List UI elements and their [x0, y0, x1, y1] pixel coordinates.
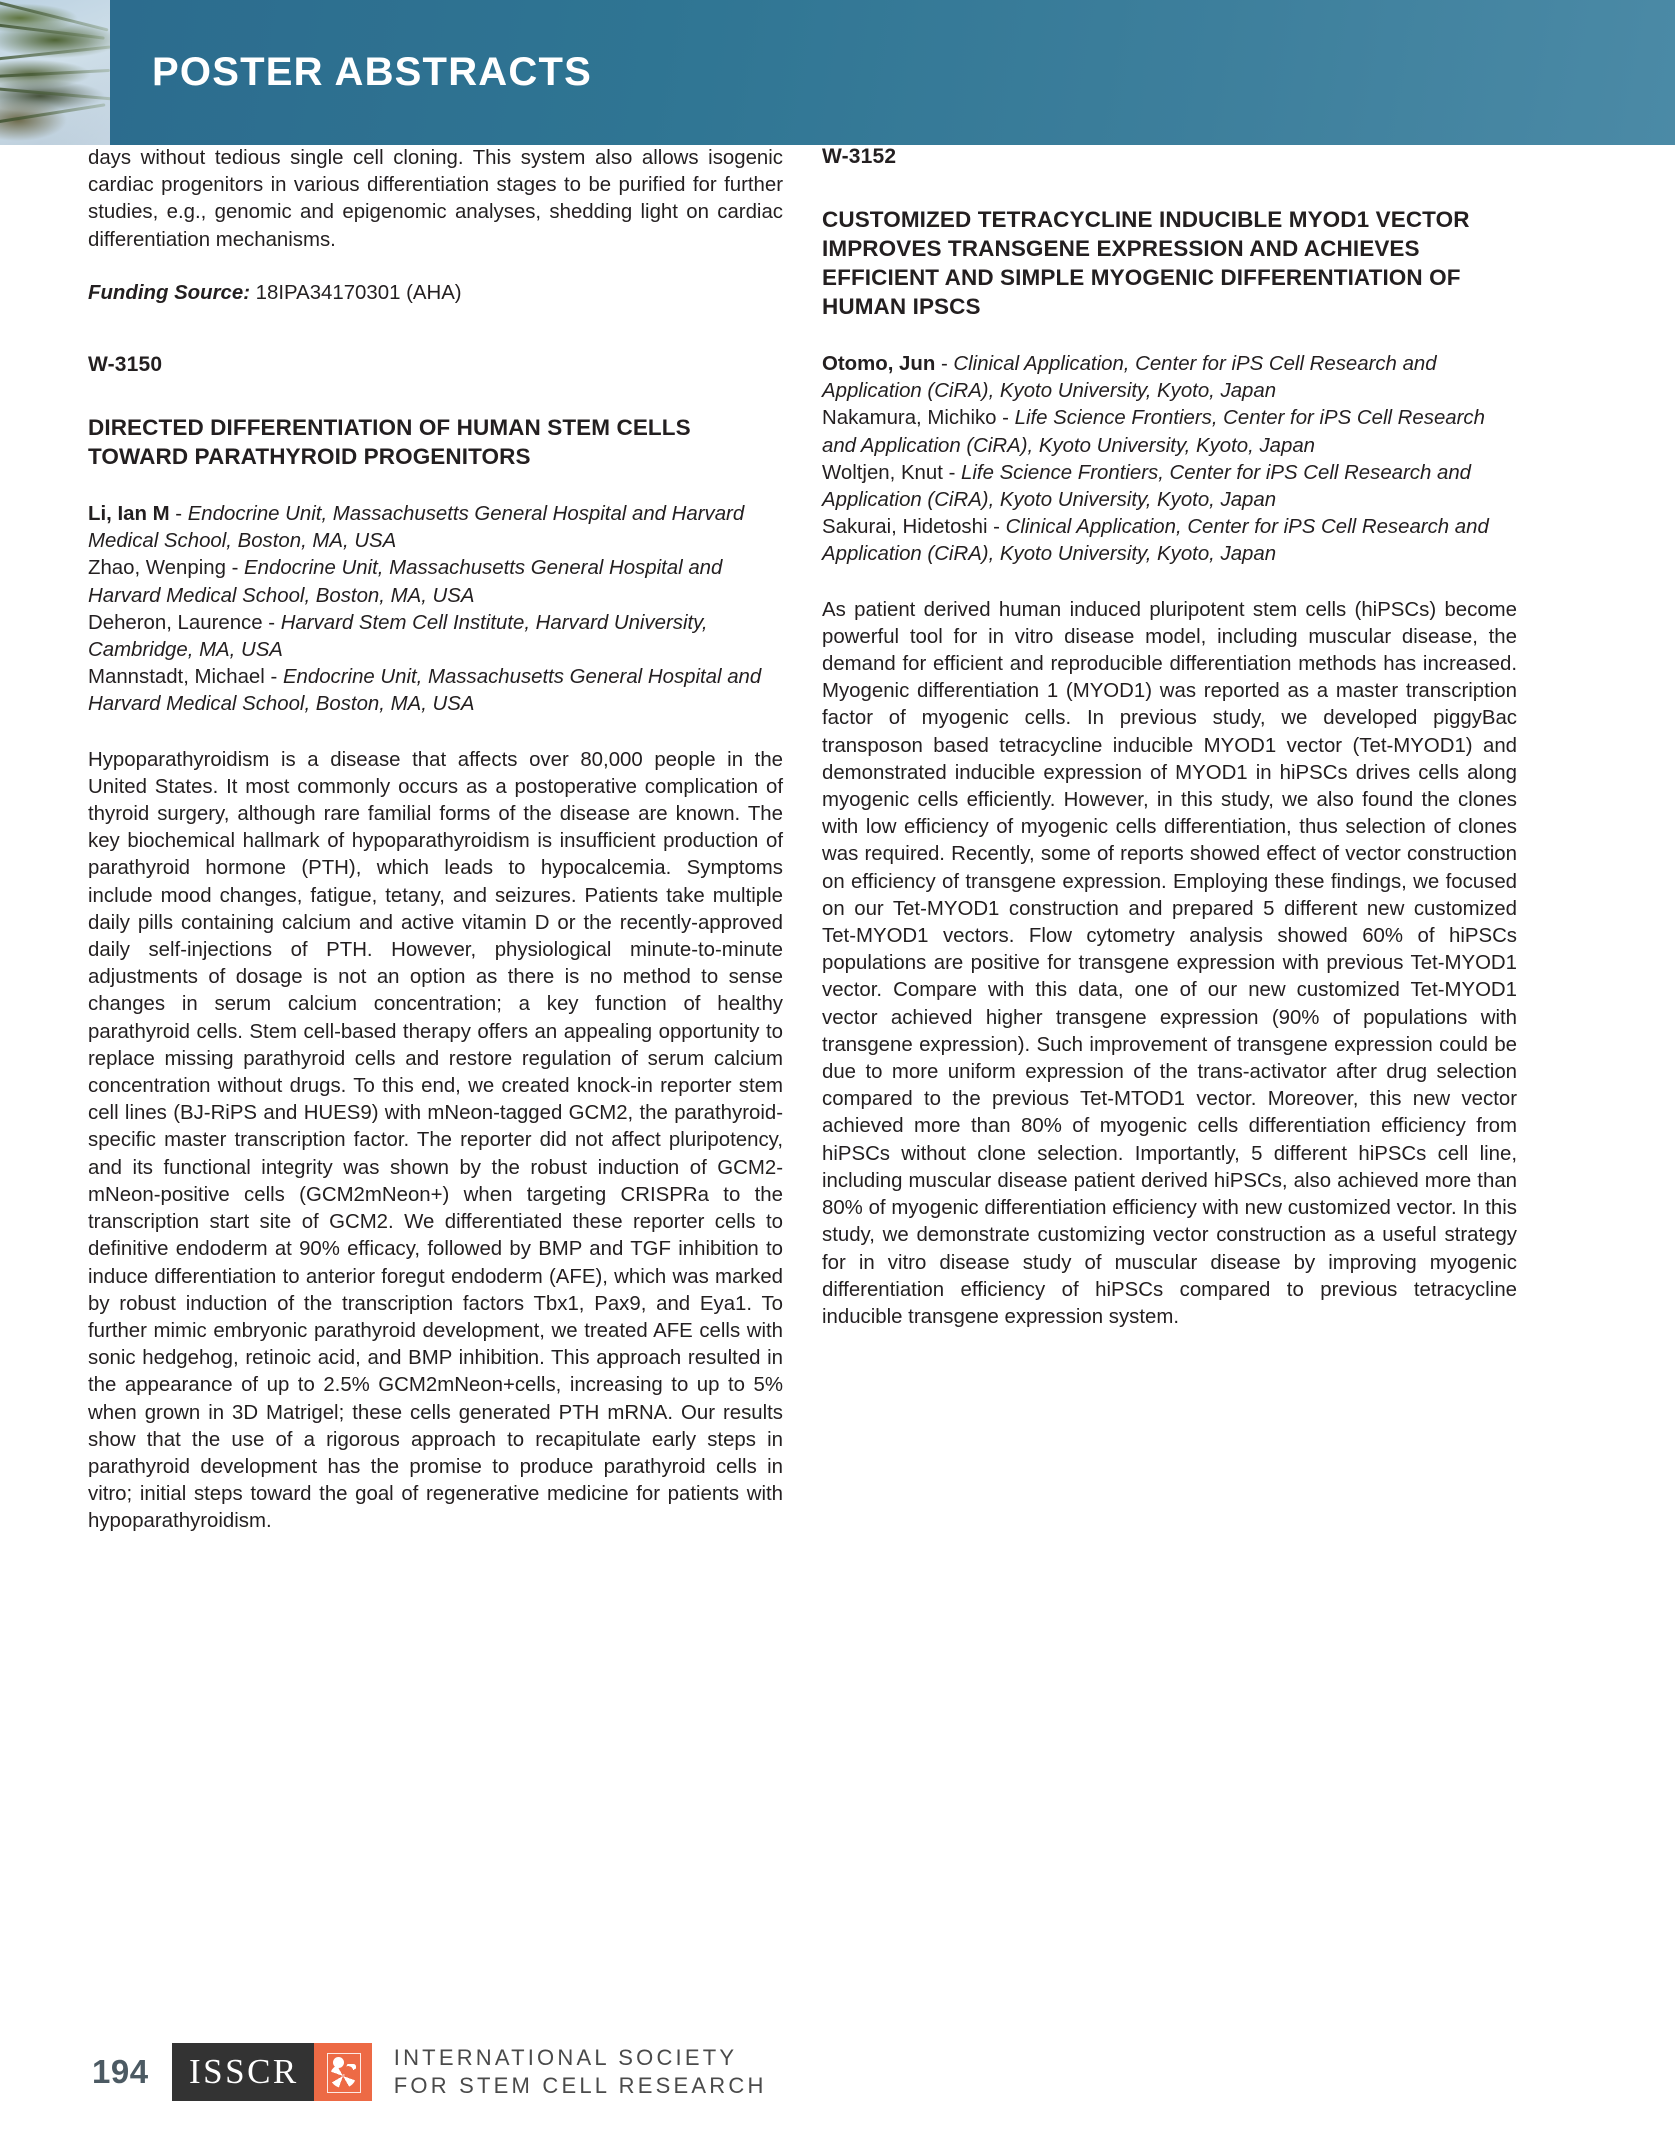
- author-separator: -: [935, 353, 954, 375]
- author-list-w3150: [88, 501, 783, 719]
- author-separator: -: [225, 557, 245, 580]
- author-name: Woltjen, Knut: [822, 461, 943, 484]
- author-separator: -: [262, 611, 281, 634]
- isscr-full-name: [394, 2043, 767, 2101]
- author-entry: [88, 610, 783, 664]
- author-name: Sakurai, Hidetoshi: [822, 516, 988, 539]
- author-separator: -: [264, 666, 283, 689]
- author-affiliation: Life Science Frontiers, Center for iPS Cell Research and Application (CiRA), Kyoto University, Kyoto, Japan: [822, 461, 1472, 512]
- author-entry: [88, 501, 783, 555]
- abstract-title-w3150: DIRECTED DIFFERENTIATION OF HUMAN STEM CELLS TOWARD PARATHYROID PROGENITORS: [88, 415, 691, 470]
- abstract-id-w3150: W-3150: [88, 353, 163, 377]
- author-name: Otomo, Jun: [822, 353, 936, 375]
- palm-tree-photo: [0, 0, 110, 145]
- author-affiliation: Endocrine Unit, Massachusetts General Hospital and Harvard Medical School, Boston, MA, USA: [88, 557, 723, 607]
- continued-paragraph: days without tedious single cell cloning. This system also allows isogenic cardiac progenitors in various differentiation stages to be purified for further studies, e.g., genomic and epigenomic analyses, shedding light on cardiac differentiation mechanisms.: [88, 147, 783, 251]
- abstract-body-w3152: As patient derived human induced pluripotent stem cells (hiPSCs) become powerful tool for in vitro disease model, including muscular disease, the demand for efficient and reproducible differentiation methods has increased. Myogenic differentiation 1 (MYOD1) was reported as a master transcription factor of myogenic cells. In previous study, we developed piggyBac transposon based tetracycline inducible MYOD1 vector (Tet-MYOD1) and demonstrated inducible expression of MYOD1 in hiPSCs drives cells along myogenic cells efficiently. However, in this study, we also found the clones with low efficiency of myogenic cells differentiation, thus selection of clones was required. Recently, some of reports showed effect of vector construction on efficiency of transgene expression. Employing these findings, we focused on our Tet-MYOD1 construction and prepared 5 different new customized Tet-MYOD1 vectors. Flow cytometry analysis showed 60% of hiPSCs populations are positive for transgene expression with previous Tet-MYOD1 vector. Compare with this data, one of our new customized Tet-MYOD1 vector achieved higher transgene expression (90% of populations with transgene expression). Such improvement of transgene expression could be due to more uniform expression of the trans-activator after drug selection compared to the previous Tet-MTOD1 vector. Moreover, this new vector achieved more than 80% of myogenic cells differentiation efficiency from hiPSCs without clone selection. Importantly, 5 different hiPSCs cell line, including muscular disease patient derived hiPSCs, also achieved more than 80% of myogenic differentiation efficiency with new customized vector. In this study, we demonstrate customizing vector construction as a useful strategy for in vitro disease study of muscular disease by improving myogenic differentiation efficiency of hiPSCs compared to previous tetracycline inducible transgene expression system.: [822, 598, 1517, 1328]
- isscr-name-line-1: INTERNATIONAL SOCIETY: [393, 2045, 738, 2070]
- author-affiliation: Clinical Application, Center for iPS Cell Research and Application (CiRA), Kyoto University, Kyoto, Japan: [822, 516, 1489, 566]
- author-affiliation: Life Science Frontiers, Center for iPS Cell Research and Application (CiRA), Kyoto University, Kyoto, Japan: [822, 407, 1485, 457]
- author-name: Li, Ian M: [88, 503, 170, 526]
- isscr-emblem-box: [314, 2043, 372, 2101]
- isscr-wordmark: ISSCR: [172, 2043, 314, 2101]
- author-name: Deheron, Laurence: [88, 611, 263, 634]
- funding-source-line: [88, 280, 783, 307]
- author-affiliation: Harvard Stem Cell Institute, Harvard University, Cambridge, MA, USA: [88, 611, 708, 662]
- author-entry: [88, 664, 783, 718]
- author-entry: [822, 460, 1517, 514]
- author-entry: [822, 405, 1517, 459]
- author-list-w3152: [822, 351, 1517, 569]
- right-column: [822, 145, 1517, 1331]
- author-separator: -: [169, 503, 188, 526]
- author-affiliation: Clinical Application, Center for iPS Cell Research and Application (CiRA), Kyoto University, Kyoto, Japan: [822, 353, 1437, 403]
- left-column: [88, 145, 783, 1536]
- page-number: 194: [92, 2053, 149, 2090]
- abstract-id-w3152: W-3152: [822, 145, 897, 168]
- author-entry: [822, 514, 1517, 568]
- funding-source-value: 18IPA34170301 (AHA): [255, 281, 462, 304]
- author-separator: -: [942, 461, 962, 484]
- author-entry: [88, 555, 783, 609]
- page-header-banner: [0, 0, 1675, 145]
- spiral-emblem-icon: [327, 2053, 361, 2093]
- author-affiliation: Endocrine Unit, Massachusetts General Hospital and Harvard Medical School, Boston, MA, USA: [88, 503, 745, 553]
- author-separator: -: [987, 516, 1006, 539]
- isscr-name-line-2: FOR STEM CELL RESEARCH: [393, 2073, 767, 2098]
- author-name: Nakamura, Michiko: [822, 407, 997, 430]
- isscr-logo: [172, 2043, 767, 2101]
- author-affiliation: Endocrine Unit, Massachusetts General Hospital and Harvard Medical School, Boston, MA, USA: [88, 666, 762, 716]
- author-entry: [822, 351, 1517, 405]
- abstract-title-w3152: CUSTOMIZED TETRACYCLINE INDUCIBLE MYOD1 VECTOR IMPROVES TRANSGENE EXPRESSION AND ACHIEVES EFFICIENT AND SIMPLE MYOGENIC DIFFERENTIATION OF HUMAN IPSCS: [822, 207, 1470, 319]
- abstract-body-w3150: Hypoparathyroidism is a disease that affects over 80,000 people in the United States. It most commonly occurs as a postoperative complication of thyroid surgery, although rare familial forms of the disease are known. The key biochemical hallmark of hypoparathyroidism is insufficient production of parathyroid hormone (PTH), which leads to hypocalcemia. Symptoms include mood changes, fatigue, tetany, and seizures. Patients take multiple daily pills containing calcium and active vitamin D or the recently-approved daily self-injections of PTH. However, physiological minute-to-minute adjustments of dosage is not an option as there is no method to sense changes in serum calcium concentration; a key function of healthy parathyroid cells. Stem cell-based therapy offers an appealing opportunity to replace missing parathyroid cells and restore regulation of serum calcium concentration without drugs. To this end, we created knock-in reporter stem cell lines (BJ-RiPS and HUES9) with mNeon-tagged GCM2, the parathyroid-specific master transcription factor. The reporter did not affect pluripotency, and its functional integrity was shown by the robust induction of GCM2-mNeon-positive cells (GCM2mNeon+) when targeting CRISPRa to the transcription start site of GCM2. We differentiated these reporter cells to definitive endoderm at 90% efficacy, followed by BMP and TGF inhibition to induce differentiation to anterior foregut endoderm (AFE), which was marked by robust induction of the transcription factors Tbx1, Pax9, and Eya1. To further mimic embryonic parathyroid development, we treated AFE cells with sonic hedgehog, retinoic acid, and BMP inhibition. This approach resulted in the appearance of up to 2.5% GCM2mNeon+cells, increasing to up to 5% when grown in 3D Matrigel; these cells generated PTH mRNA. Our results show that the use of a rigorous approach to recapitulate early steps in parathyroid development has the promise to produce parathyroid cells in vitro; initial steps toward the goal of regenerative medicine for patients with hypoparathyroidism.: [88, 748, 783, 1533]
- author-name: Zhao, Wenping: [88, 557, 226, 580]
- page-footer: [0, 2035, 1675, 2125]
- author-separator: -: [996, 407, 1015, 430]
- author-name: Mannstadt, Michael: [88, 666, 265, 689]
- funding-source-label: Funding Source:: [88, 281, 250, 304]
- page-title: POSTER ABSTRACTS: [152, 50, 592, 94]
